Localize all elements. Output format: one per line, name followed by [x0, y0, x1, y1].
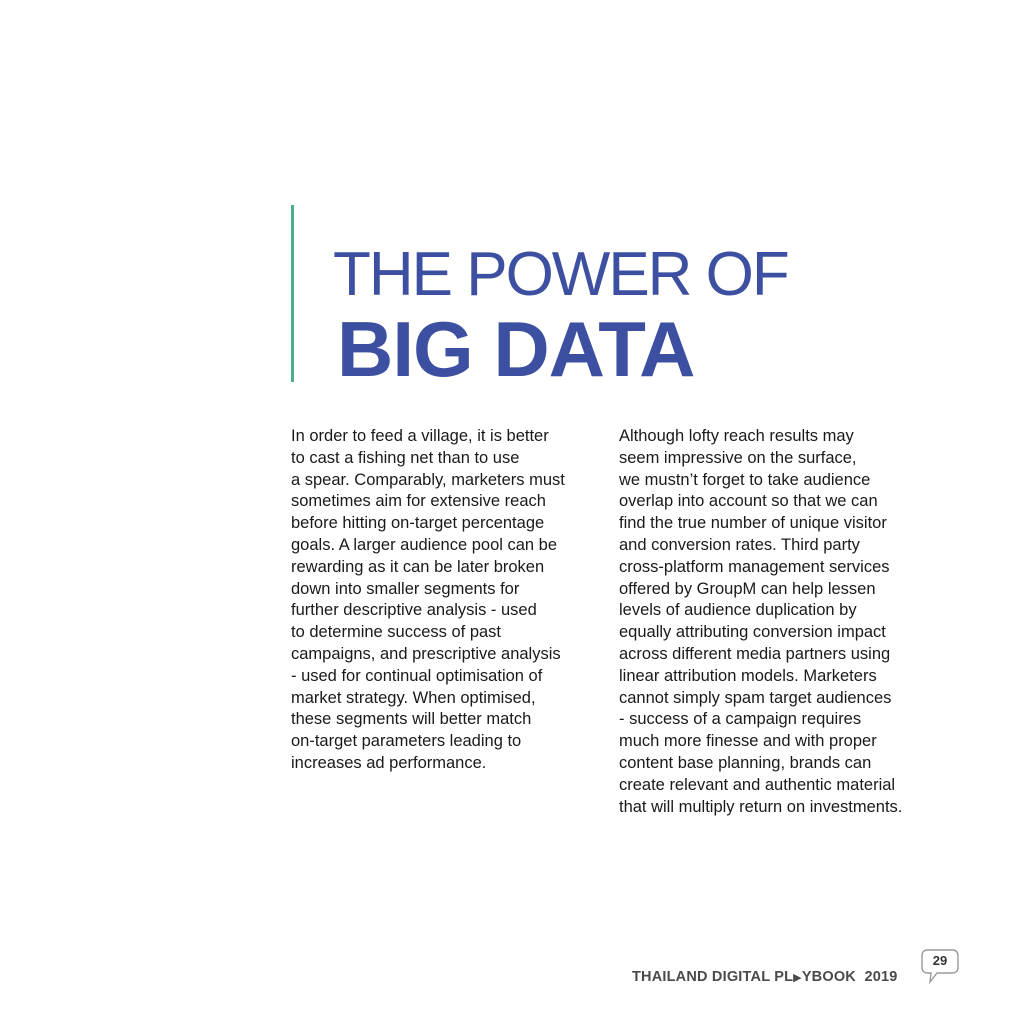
- body-line: market strategy. When optimised,: [291, 688, 536, 707]
- body-line: a spear. Comparably, marketers must: [291, 470, 565, 489]
- body-line: find the true number of unique visitor: [619, 514, 887, 533]
- body-line: cross-platform management services: [619, 557, 890, 576]
- body-column-right: [619, 426, 929, 818]
- body-line: to determine success of past: [291, 623, 502, 642]
- body-line: seem impressive on the surface,: [619, 448, 857, 467]
- body-line: - used for continual optimisation of: [291, 666, 543, 685]
- body-line: these segments will better match: [291, 710, 532, 729]
- body-line: linear attribution models. Marketers: [619, 666, 877, 685]
- body-line: increases ad performance.: [291, 753, 487, 772]
- body-line: on-target parameters leading to: [291, 732, 522, 751]
- body-line: before hitting on-target percentage: [291, 514, 545, 533]
- body-line: goals. A larger audience pool can be: [291, 535, 558, 554]
- play-triangle-icon: ▶: [793, 972, 802, 984]
- footer-brand-part1: THAILAND DIGITAL PL: [632, 969, 794, 985]
- body-line: campaigns, and prescriptive analysis: [291, 644, 561, 663]
- body-line: content base planning, brands can: [619, 753, 872, 772]
- body-line: across different media partners using: [619, 644, 891, 663]
- body-line: In order to feed a village, it is better: [291, 427, 549, 445]
- body-line: rewarding as it can be later broken: [291, 557, 545, 576]
- body-line: equally attributing conversion impact: [619, 623, 886, 642]
- body-line: we mustn’t forget to take audience: [619, 470, 871, 489]
- body-line: further descriptive analysis - used: [291, 601, 537, 620]
- footer-year: 2019: [864, 969, 898, 985]
- body-line: much more finesse and with proper: [619, 732, 877, 751]
- body-line: cannot simply spam target audiences: [619, 688, 892, 707]
- footer-brand: [632, 969, 898, 985]
- body-line: create relevant and authentic material: [619, 775, 896, 794]
- body-line: that will multiply return on investments.: [619, 797, 903, 816]
- body-line: Although lofty reach results may: [619, 427, 854, 445]
- body-line: levels of audience duplication by: [619, 601, 857, 620]
- body-line: overlap into account so that we can: [619, 492, 878, 511]
- page-number: 29: [932, 953, 948, 968]
- body-line: to cast a fishing net than to use: [291, 448, 520, 467]
- body-line: and conversion rates. Third party: [619, 535, 860, 554]
- body-line: - success of a campaign requires: [619, 710, 862, 729]
- title-line-1: THE POWER OF: [333, 240, 788, 309]
- footer-brand-part2: YBOOK: [801, 969, 856, 985]
- body-column-left: [291, 426, 601, 775]
- body-line: down into smaller segments for: [291, 579, 520, 598]
- title-line-2: BIG DATA: [337, 305, 695, 393]
- body-line: sometimes aim for extensive reach: [291, 492, 546, 511]
- body-line: offered by GroupM can help lessen: [619, 579, 876, 598]
- accent-bar: [291, 205, 294, 382]
